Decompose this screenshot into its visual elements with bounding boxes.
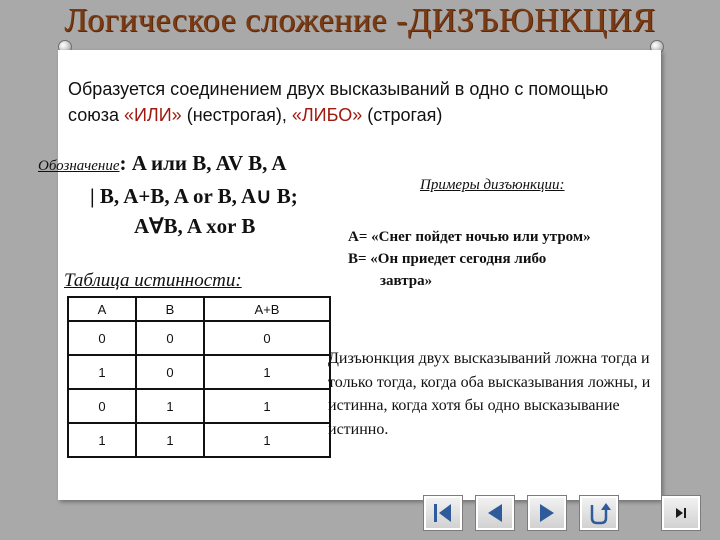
disjunction-statement: Дизъюнкция двух высказываний ложна тогда и только тогда, когда оба высказывания ложны, и истинна, когда хотя бы одно высказывание истинно. xyxy=(328,350,651,438)
table-cell: 1 xyxy=(68,355,136,389)
notation-label: Обозначение xyxy=(38,158,120,174)
table-header-cell: A xyxy=(68,297,136,321)
table-cell: 0 xyxy=(68,321,136,355)
table-cell: 0 xyxy=(136,355,204,389)
table-cell: 0 xyxy=(204,321,330,355)
table-row xyxy=(68,321,330,355)
previous-slide-icon xyxy=(476,496,514,530)
intro-text: Образуется соединением двух высказываний в одно с помощью союза xyxy=(68,79,609,125)
table-cell: 1 xyxy=(136,423,204,457)
notation-line: : A или B, AV B, A xyxy=(119,151,287,175)
table-cell: 0 xyxy=(68,389,136,423)
truth-table-header-row xyxy=(68,297,330,321)
slide-title: Логическое сложение -ДИЗЪЮНКЦИЯ xyxy=(64,2,656,39)
end-show-button[interactable] xyxy=(661,495,701,531)
table-cell: 1 xyxy=(204,389,330,423)
return-button[interactable] xyxy=(579,495,619,531)
notation-block xyxy=(38,148,368,241)
truth-table-title: Таблица истинности: xyxy=(64,270,242,291)
truth-table xyxy=(67,296,331,458)
table-cell: 1 xyxy=(68,423,136,457)
example-a: A= «Снег пойдет ночью или утром» xyxy=(348,229,591,245)
examples-title: Примеры дизъюнкции: xyxy=(420,177,565,193)
end-show-icon xyxy=(662,496,700,530)
intro-or-keyword: «ИЛИ» xyxy=(123,105,182,125)
table-row xyxy=(68,423,330,457)
table-header-cell: A+B xyxy=(204,297,330,321)
return-arrow-icon xyxy=(580,496,618,530)
table-cell: 0 xyxy=(136,321,204,355)
next-slide-icon xyxy=(528,496,566,530)
example-b-continued: завтра» xyxy=(380,273,433,289)
first-slide-icon xyxy=(424,496,462,530)
table-row xyxy=(68,355,330,389)
table-cell: 1 xyxy=(204,355,330,389)
table-header-cell: B xyxy=(136,297,204,321)
table-cell: 1 xyxy=(204,423,330,457)
notation-line: A∀B, A xor B xyxy=(134,214,256,238)
intro-text: (нестрогая), xyxy=(181,105,292,125)
notation-line: | B, A+B, A or B, A∪ B; xyxy=(90,184,298,208)
first-slide-button[interactable] xyxy=(423,495,463,531)
intro-either-keyword: «ЛИБО» xyxy=(291,105,363,125)
examples-block xyxy=(348,226,688,292)
next-slide-button[interactable] xyxy=(527,495,567,531)
table-row xyxy=(68,389,330,423)
example-b: B= «Он приедет сегодня либо xyxy=(348,251,547,267)
table-cell: 1 xyxy=(136,389,204,423)
intro-text: (строгая) xyxy=(362,105,443,125)
intro-paragraph xyxy=(68,76,658,128)
previous-slide-button[interactable] xyxy=(475,495,515,531)
